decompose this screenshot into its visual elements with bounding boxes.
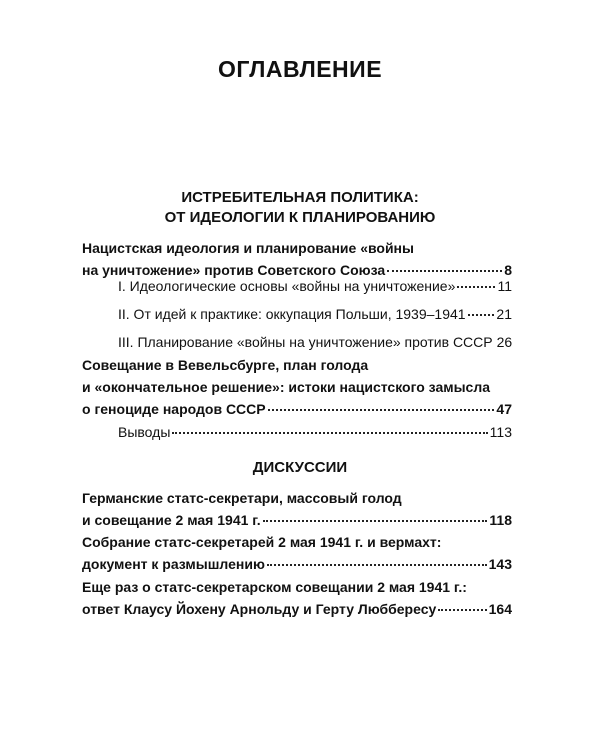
toc-entry-state-secretaries[interactable] (82, 487, 512, 531)
toc-entry-reply-arnold[interactable] (82, 576, 512, 620)
page-number: 143 (488, 556, 512, 572)
toc-entry-conclusions[interactable] (118, 421, 512, 443)
leader-dots (172, 432, 487, 434)
toc-entry-line: Еще раз о статс-секретарском совещании 2 мая 1941 г.: (82, 579, 467, 595)
leader-dots (268, 409, 495, 411)
toc-entry-title: на уничтожение» против Советского Союза (82, 262, 386, 278)
page-number: 8 (504, 262, 512, 278)
toc-entry-title: III. Планирование «войны на уничтожение» против СССР (118, 334, 493, 350)
part1-heading-line2: ОТ ИДЕОЛОГИИ К ПЛАНИРОВАНИЮ (164, 209, 436, 226)
toc-entry-ideological-foundations[interactable] (118, 275, 512, 297)
toc-entry-title: о геноциде народов СССР (82, 401, 266, 417)
page-number: 11 (497, 278, 512, 294)
toc-entry-line: Германские статс-секретари, массовый голод (82, 490, 402, 506)
page-number: 21 (496, 306, 512, 322)
leader-dots (387, 270, 502, 272)
toc-entry-line: Совещание в Вевельсбурге, план голода (82, 357, 369, 373)
page-number: 113 (489, 424, 512, 440)
page-number: 26 (496, 334, 513, 350)
toc-entry-title: и совещание 2 мая 1941 г. (82, 512, 261, 528)
toc-entry-title: ответ Клаусу Йохену Арнольду и Герту Люббересу (82, 601, 437, 617)
toc-entry-title: II. От идей к практике: оккупация Польши, 1939–1941 (118, 306, 466, 322)
page-number: 164 (488, 601, 512, 617)
leader-dots (438, 609, 486, 611)
toc-entry-title: Выводы (118, 424, 171, 440)
toc-entry-title: I. Идеологические основы «войны на уничтожение» (118, 278, 456, 294)
part2-heading: ДИСКУССИИ (252, 459, 348, 476)
toc-entry-line: и «окончательное решение»: истоки нацистского замысла (82, 379, 491, 395)
leader-dots (457, 286, 495, 288)
part1-heading (0, 188, 600, 228)
leader-dots (263, 520, 488, 522)
leader-dots (468, 314, 495, 316)
page-number: 118 (489, 512, 512, 528)
toc-entry-line: Собрание статс-секретарей 2 мая 1941 г. и вермахт: (82, 534, 442, 550)
toc-entry-war-planning[interactable] (118, 331, 512, 353)
toc-entry-occupation-poland[interactable] (118, 303, 512, 325)
toc-entry-wewelsburg[interactable] (82, 354, 512, 420)
toc-entry-line: Нацистская идеология и планирование «войны (82, 240, 414, 256)
part1-heading-line1: ИСТРЕБИТЕЛЬНАЯ ПОЛИТИКА: (181, 189, 419, 206)
page-title: ОГЛАВЛЕНИЕ (217, 56, 383, 82)
page-number: 47 (496, 401, 512, 417)
leader-dots (267, 564, 487, 566)
toc-entry-wehrmacht[interactable] (82, 531, 512, 575)
toc-entry-title: документ к размышлению (82, 556, 265, 572)
